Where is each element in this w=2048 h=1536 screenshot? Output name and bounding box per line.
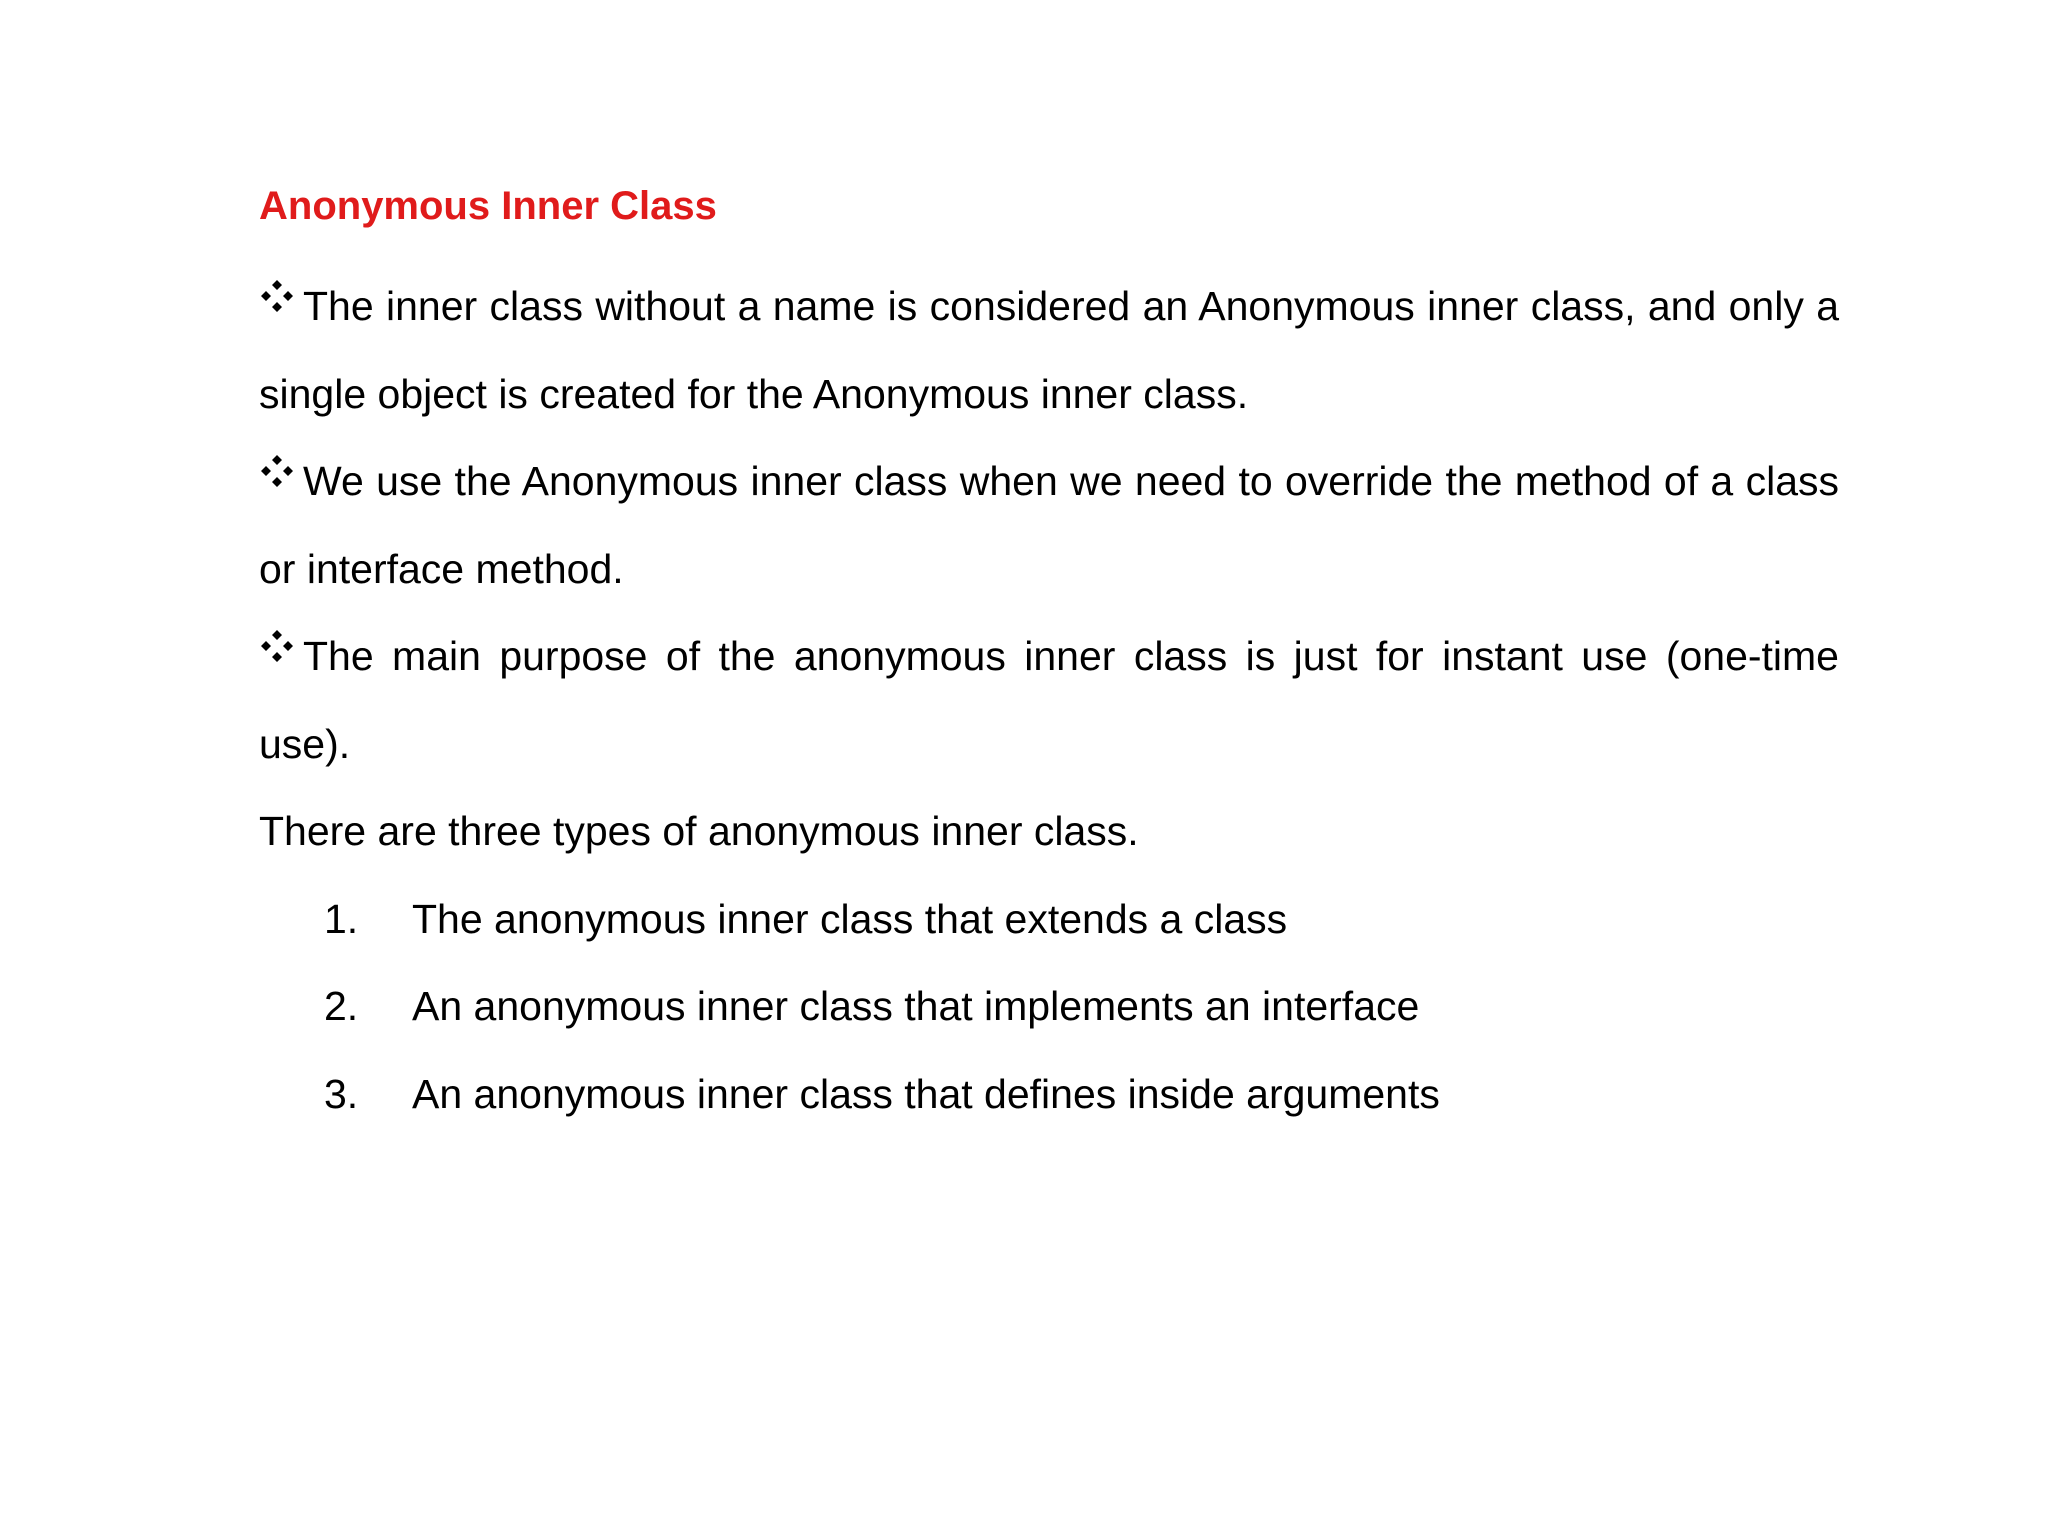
list-text: An anonymous inner class that defines inside arguments bbox=[412, 1070, 1440, 1117]
list-number: 2. bbox=[324, 983, 359, 1029]
list-text: An anonymous inner class that implements an interface bbox=[412, 983, 1420, 1029]
types-list bbox=[259, 876, 1839, 1139]
list-number: 3. bbox=[324, 1070, 359, 1117]
list-item bbox=[259, 963, 1839, 1051]
four-diamonds-icon bbox=[259, 453, 303, 493]
list-number: 1. bbox=[324, 895, 359, 942]
content-area bbox=[259, 176, 1839, 1138]
bullet-item-1 bbox=[259, 263, 1839, 438]
list-item bbox=[259, 1051, 1839, 1139]
bullet-text: The main purpose of the anonymous inner class is just for instant use (one-time use). bbox=[259, 633, 1839, 767]
bullet-item-3 bbox=[259, 613, 1839, 788]
bullet-text: The inner class without a name is considered an Anonymous inner class, and only a single object is created for the Anonymous inner class. bbox=[259, 283, 1839, 417]
four-diamonds-icon bbox=[259, 628, 303, 668]
bullet-item-2 bbox=[259, 438, 1839, 613]
types-intro: There are three types of anonymous inner class. bbox=[259, 808, 1139, 854]
list-text: The anonymous inner class that extends a class bbox=[412, 895, 1288, 942]
bullet-text: We use the Anonymous inner class when we need to override the method of a class or interface method. bbox=[259, 458, 1839, 592]
page-title: Anonymous Inner Class bbox=[259, 184, 717, 228]
list-item bbox=[259, 876, 1839, 964]
four-diamonds-icon bbox=[259, 278, 303, 318]
